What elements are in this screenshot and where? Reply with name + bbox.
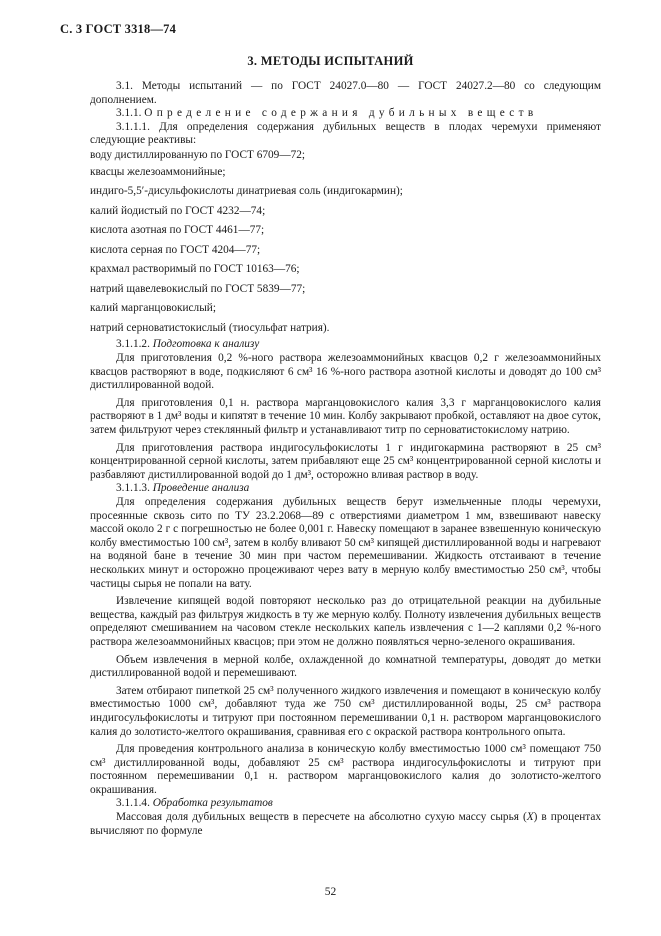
paragraph-analysis-2: Извлечение кипящей водой повторяют несколько раз до отрицательной реакции на дубильные вещества, каждый раз фильтруя жидкость в ту же мерную колбу. Полноту извлечения дубильных веществ определяют смешиванием на часовом стекле нескольких капель извлечения с 1—2 каплями 0,2 %-ного раствора железоаммонийных квасцов; при этом не должно появляться черно-зеленого окрашивания. [90,595,601,648]
results-text-start: Массовая доля дубильных веществ в пересчете на абсолютно сухую массу сырья ( [116,811,527,824]
list-item: натрий щавелевокислый по ГОСТ 5839—77; [90,282,306,295]
clause-number: 3.1.1. [116,107,142,120]
page-number: 52 [324,886,337,898]
variable-x: X [526,811,534,824]
paragraph-3-1: 3.1. Методы испытаний — по ГОСТ 24027.0—80 — ГОСТ 24027.2—80 со следующим дополнением. [90,80,601,106]
paragraph-prep-1: Для приготовления 0,2 %-ного раствора железоаммонийных квасцов 0,2 г железоаммонийных квасцов растворяют в воде, подкисляют 6 см³ 16 %-ного раствора азотной кислоты и доводят до 100 см³ дистиллированной водой. [90,352,601,392]
paragraph-analysis-4: Затем отбирают пипеткой 25 см³ полученного жидкого извлечения и помещают в коническую колбу вместимостью 1000 см³, добавляют туда же 750 см³ дистиллированной воды, 25 см³ раствора индигосульфокислоты и титруют при постоянном перемешивании 0,1 н. раствором марганцовокислого калия до золотисто-желтого окрашивания, сравнивая его с окраской раствора контрольного опыта. [90,684,601,738]
clause-number: 3.1.1.2. [116,338,150,351]
clause-title: Проведение анализа [152,482,250,495]
list-item: квасцы железоаммонийные; [90,165,226,178]
paragraph-3-1-1-3 [90,482,601,496]
clause-title: Подготовка к анализу [152,338,260,351]
paragraph-analysis-5: Для проведения контрольного анализа в коническую колбу вместимостью 1000 см³ помещают 750 см³ дистиллированной воды, добавляют 25 см³ раствора индигосульфокислоты и титруют при постоянном перемешивании 0,1 н. раствором марганцовокислого калия до золотисто-желтого окрашивания. [90,743,601,796]
paragraph-3-1-1-2 [90,338,601,352]
paragraph-analysis-1: Для определения содержания дубильных веществ берут измельченные плоды черемухи, просеянные сквозь сито по ТУ 23.2.2068—89 с отверстиями диаметром 1 мм, взвешивают навеску массой около 2 г с погрешностью не более 0,001 г. Навеску помещают в заранее взвешенную коническую колбу вместимостью 100 см³, затем в колбу вливают 50 см³ кипящей дистиллированной воды и нагревают на водяной бане в течение 30 мин при частом перемешивании. Жидкость отстаивают в течение нескольких минут и осторожно процеживают через вату в мерную колбу вместимостью 250 см³, чтобы частицы сырья не попали на вату. [90,496,601,590]
clause-number: 3.1.1.3. [116,482,150,495]
paragraph-3-1-1 [90,107,601,121]
paragraph-prep-3: Для приготовления раствора индигосульфокислоты 1 г индигокармина растворяют в 25 см³ концентрированной серной кислоты, затем прибавляют еще 25 см³ концентрированной серной кислоты и разбавляют дистиллированной водой до 1 дм³, осторожно вливая раствор в воду. [90,441,601,481]
paragraph-3-1-1-1: 3.1.1.1. Для определения содержания дубильных веществ в плодах черемухи применяют следующие реактивы: [90,120,601,147]
paragraph-results-1 [90,811,601,838]
list-item: кислота азотная по ГОСТ 4461—77; [90,224,265,237]
page-header: С. 3 ГОСТ 3318—74 [60,22,177,36]
list-item: кислота серная по ГОСТ 4204—77; [90,243,261,256]
section-title: 3. МЕТОДЫ ИСПЫТАНИЙ [247,54,414,68]
list-item: калий йодистый по ГОСТ 4232—74; [90,204,266,217]
list-item: крахмал растворимый по ГОСТ 10163—76; [90,263,300,276]
list-item: натрий серноватистокислый (тиосульфат натрия). [90,321,330,334]
clause-title: Определение содержания дубильных веществ [144,107,538,120]
list-item: калий марганцовокислый; [90,302,216,315]
results-text-end: ) в процентах вычисляют по формуле [90,811,601,837]
clause-title: Обработка результатов [152,797,273,810]
paragraph-prep-2: Для приготовления 0,1 н. раствора марганцовокислого калия 3,3 г марганцовокислого калия растворяют в 1 дм³ воды и кипятят в течение 10 мин. Колбу закрывают пробкой, оставляют на двое суток, затем фильтруют через стеклянный фильтр и устанавливают титр по серноватистокислому натрию. [90,396,601,437]
document-body [90,80,601,838]
paragraph-3-1-1-4 [90,797,601,811]
list-item: индиго-5,5′-дисульфокислоты динатриевая соль (индигокармин); [90,185,403,198]
list-item: воду дистиллированную по ГОСТ 6709—72; [90,148,306,161]
reagents-list [90,148,601,339]
paragraph-analysis-3: Объем извлечения в мерной колбе, охлажденной до комнатной температуры, доводят до метки дистиллированной водой и перемешивают. [90,653,601,680]
clause-number: 3.1.1.4. [116,797,150,810]
